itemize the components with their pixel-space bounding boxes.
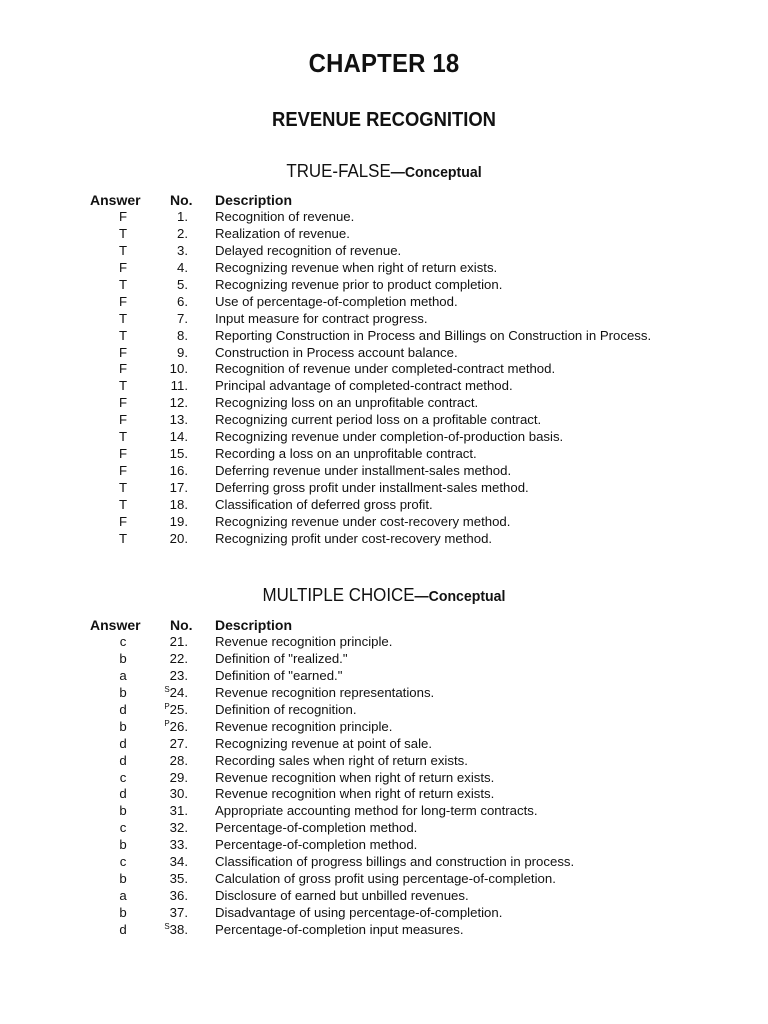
answer-cell: F <box>118 344 128 360</box>
table-row <box>0 378 768 395</box>
number-cell <box>150 634 188 651</box>
table-row <box>0 719 768 736</box>
answer-cell: b <box>119 718 127 734</box>
description-cell: Input measure for contract progress. <box>215 310 428 326</box>
description-cell: Recognizing revenue when right of return exists. <box>215 259 498 275</box>
question-number: 1. <box>177 209 188 224</box>
number-cell <box>150 497 188 514</box>
description-cell: Delayed recognition of revenue. <box>215 242 402 258</box>
question-number: 8. <box>177 327 188 343</box>
description-cell: Percentage-of-completion method. <box>215 837 418 853</box>
description-cell: Definition of "realized." <box>215 650 348 666</box>
description-cell: Recognizing loss on an unprofitable contract. <box>215 395 479 411</box>
number-cell <box>150 651 188 668</box>
table-row <box>0 412 768 429</box>
description-cell: Calculation of gross profit using percentage-of-completion. <box>215 871 556 887</box>
question-type-marker: S <box>164 684 170 694</box>
question-number: 38. <box>169 921 188 937</box>
answer-cell: T <box>118 310 128 326</box>
question-number: 30. <box>169 786 188 802</box>
answer-cell: F <box>118 361 128 377</box>
number-cell <box>150 226 188 243</box>
table-row <box>0 837 768 854</box>
answer-cell: c <box>119 820 127 836</box>
number-cell <box>150 770 188 787</box>
description-cell: Revenue recognition representations. <box>215 684 435 700</box>
description-cell: Reporting Construction in Process and Billings on Construction in Process. <box>215 327 652 343</box>
table-row <box>0 514 768 531</box>
number-cell <box>150 871 188 888</box>
number-cell <box>150 395 188 412</box>
question-number: 35. <box>169 871 188 887</box>
description-cell: Deferring revenue under installment-sales method. <box>215 463 512 479</box>
number-cell <box>150 786 188 803</box>
table-row <box>0 922 768 939</box>
answer-cell: d <box>119 921 127 937</box>
table-row <box>0 531 768 548</box>
question-number: 13. <box>169 412 188 428</box>
answer-cell: F <box>118 412 128 428</box>
question-number: 26. <box>169 718 188 734</box>
question-number: 16. <box>169 463 188 479</box>
multiple-choice-heading <box>23 585 745 606</box>
table-row <box>0 786 768 803</box>
answer-cell: c <box>119 854 127 870</box>
answer-cell: T <box>118 496 128 512</box>
answer-cell: d <box>119 735 127 751</box>
question-type-marker: P <box>164 718 170 728</box>
multiple-choice-table <box>0 617 768 939</box>
description-cell: Recognition of revenue. <box>215 209 355 224</box>
answer-cell: b <box>119 837 127 853</box>
description-cell: Principal advantage of completed-contract method. <box>215 378 513 394</box>
question-number: 22. <box>169 650 188 666</box>
description-cell: Revenue recognition principle. <box>215 634 393 649</box>
description-cell: Use of percentage-of-completion method. <box>215 293 458 309</box>
answer-cell: b <box>119 905 127 920</box>
table-row <box>0 480 768 497</box>
table-row <box>0 668 768 685</box>
table-row <box>0 820 768 837</box>
number-cell <box>150 514 188 531</box>
question-number: 9. <box>177 344 188 360</box>
number-cell <box>150 888 188 905</box>
question-number: 19. <box>169 513 188 529</box>
table-row <box>0 685 768 702</box>
question-number: 28. <box>169 752 188 768</box>
answer-cell: T <box>118 327 128 343</box>
number-column-header: No. <box>170 617 193 633</box>
number-cell <box>150 277 188 294</box>
table-row <box>0 634 768 651</box>
number-cell <box>150 328 188 345</box>
question-number: 24. <box>169 684 188 700</box>
answer-cell: d <box>119 786 127 802</box>
table-row <box>0 361 768 378</box>
true-false-rows <box>0 209 768 548</box>
description-cell: Disadvantage of using percentage-of-completion. <box>215 905 503 920</box>
table-row <box>0 311 768 328</box>
table-row <box>0 888 768 905</box>
question-number: 25. <box>169 701 188 717</box>
answer-cell: T <box>118 242 128 258</box>
number-cell <box>150 854 188 871</box>
question-number: 4. <box>177 259 188 275</box>
number-cell <box>150 803 188 820</box>
table-header <box>0 192 768 209</box>
answer-cell: d <box>119 701 127 717</box>
number-cell <box>150 463 188 480</box>
question-number: 10. <box>169 361 188 377</box>
question-number: 2. <box>177 225 188 241</box>
table-row <box>0 497 768 514</box>
table-row <box>0 753 768 770</box>
table-row <box>0 446 768 463</box>
question-number: 27. <box>169 735 188 751</box>
description-cell: Revenue recognition when right of return exists. <box>215 786 495 802</box>
table-row <box>0 803 768 820</box>
number-cell <box>150 702 188 719</box>
table-row <box>0 429 768 446</box>
number-cell <box>150 243 188 260</box>
table-row <box>0 871 768 888</box>
answer-column-header: Answer <box>90 192 141 208</box>
question-number: 7. <box>177 310 188 326</box>
answer-cell: T <box>118 429 128 445</box>
table-row <box>0 702 768 719</box>
description-column-header: Description <box>215 192 293 208</box>
description-cell: Disclosure of earned but unbilled revenues. <box>215 888 469 904</box>
number-cell <box>150 531 188 548</box>
table-row <box>0 226 768 243</box>
question-number: 32. <box>169 820 188 836</box>
answer-cell: b <box>119 650 127 666</box>
description-cell: Percentage-of-completion method. <box>215 820 418 836</box>
table-row <box>0 905 768 922</box>
chapter-title: CHAPTER 18 <box>308 48 460 78</box>
question-type-marker: P <box>164 701 170 711</box>
table-row <box>0 345 768 362</box>
number-cell <box>150 311 188 328</box>
table-row <box>0 736 768 753</box>
number-cell <box>150 429 188 446</box>
multiple-choice-heading-main: MULTIPLE CHOICE <box>262 585 415 605</box>
table-header <box>0 617 768 634</box>
number-cell <box>150 412 188 429</box>
question-number: 11. <box>170 378 188 394</box>
description-cell: Revenue recognition principle. <box>215 718 393 734</box>
number-cell <box>150 685 188 702</box>
description-cell: Realization of revenue. <box>215 225 350 241</box>
number-cell <box>150 820 188 837</box>
answer-cell: a <box>119 888 127 904</box>
question-number: 14. <box>169 429 188 445</box>
question-number: 3. <box>177 242 188 258</box>
question-type-marker: S <box>164 921 170 931</box>
table-row <box>0 277 768 294</box>
answer-cell: c <box>119 769 127 785</box>
table-row <box>0 294 768 311</box>
question-number: 18. <box>169 496 188 512</box>
table-row <box>0 395 768 412</box>
description-cell: Construction in Process account balance. <box>215 344 458 360</box>
question-number: 23. <box>169 667 188 683</box>
number-cell <box>150 378 188 395</box>
description-cell: Recording sales when right of return exists. <box>215 752 468 768</box>
number-column-header: No. <box>170 192 193 208</box>
answer-cell: F <box>118 446 128 462</box>
question-number: 5. <box>177 276 188 292</box>
number-cell <box>150 668 188 685</box>
answer-cell: F <box>118 395 128 411</box>
number-cell <box>150 209 188 226</box>
description-cell: Recording a loss on an unprofitable contract. <box>215 446 477 462</box>
description-cell: Revenue recognition when right of return exists. <box>215 769 495 785</box>
question-number: 21. <box>169 634 188 649</box>
answer-cell: b <box>119 684 127 700</box>
number-cell <box>150 837 188 854</box>
description-cell: Recognizing current period loss on a profitable contract. <box>215 412 542 428</box>
table-row <box>0 260 768 277</box>
question-number: 17. <box>169 480 188 495</box>
description-cell: Classification of progress billings and construction in process. <box>215 854 575 870</box>
description-column-header: Description <box>215 617 293 633</box>
answer-column-header: Answer <box>90 617 141 633</box>
question-number: 29. <box>169 769 188 785</box>
number-cell <box>150 294 188 311</box>
answer-cell: F <box>118 463 128 479</box>
number-cell <box>150 480 188 497</box>
description-cell: Appropriate accounting method for long-term contracts. <box>215 803 538 819</box>
number-cell <box>150 446 188 463</box>
table-row <box>0 651 768 668</box>
question-number: 15. <box>169 446 188 462</box>
number-cell <box>150 905 188 922</box>
answer-cell: F <box>118 513 128 529</box>
table-row <box>0 770 768 787</box>
number-cell <box>150 361 188 378</box>
answer-cell: T <box>118 530 128 546</box>
description-cell: Definition of recognition. <box>215 701 357 717</box>
question-number: 6. <box>177 293 188 309</box>
question-number: 20. <box>169 530 188 546</box>
answer-cell: T <box>118 276 128 292</box>
answer-cell: F <box>118 293 128 309</box>
true-false-heading <box>23 161 745 182</box>
chapter-subtitle: REVENUE RECOGNITION <box>272 109 496 131</box>
description-cell: Definition of "earned." <box>215 667 343 683</box>
table-row <box>0 209 768 226</box>
description-cell: Recognizing profit under cost-recovery method. <box>215 530 493 546</box>
number-cell <box>150 922 188 939</box>
description-cell: Recognizing revenue under completion-of-production basis. <box>215 429 564 445</box>
number-cell <box>150 345 188 362</box>
description-cell: Recognizing revenue prior to product completion. <box>215 276 503 292</box>
question-number: 34. <box>169 854 188 870</box>
answer-cell: a <box>119 667 127 683</box>
true-false-heading-main: TRUE-FALSE <box>286 161 391 181</box>
question-number: 36. <box>169 888 188 904</box>
multiple-choice-heading-sub: —Conceptual <box>414 588 506 605</box>
number-cell <box>150 753 188 770</box>
question-number: 31. <box>169 803 188 819</box>
description-cell: Recognizing revenue under cost-recovery method. <box>215 513 511 529</box>
table-row <box>0 854 768 871</box>
number-cell <box>150 260 188 277</box>
table-row <box>0 243 768 260</box>
answer-cell: d <box>119 752 127 768</box>
true-false-heading-sub: —Conceptual <box>390 164 482 181</box>
number-cell <box>150 736 188 753</box>
table-row <box>0 328 768 345</box>
answer-cell: T <box>118 480 128 495</box>
description-cell: Recognition of revenue under completed-contract method. <box>215 361 556 377</box>
answer-cell: b <box>119 803 127 819</box>
true-false-table <box>0 192 768 548</box>
answer-cell: F <box>118 259 128 275</box>
answer-cell: F <box>118 209 128 224</box>
answer-cell: T <box>118 225 128 241</box>
question-number: 12. <box>169 395 188 411</box>
description-cell: Recognizing revenue at point of sale. <box>215 735 433 751</box>
answer-cell: b <box>119 871 127 887</box>
multiple-choice-rows <box>0 634 768 939</box>
table-row <box>0 463 768 480</box>
answer-cell: c <box>119 634 127 649</box>
question-number: 33. <box>169 837 188 853</box>
description-cell: Classification of deferred gross profit. <box>215 496 433 512</box>
description-cell: Percentage-of-completion input measures. <box>215 921 464 937</box>
question-number: 37. <box>169 905 188 920</box>
answer-cell: T <box>118 378 128 394</box>
number-cell <box>150 719 188 736</box>
description-cell: Deferring gross profit under installment-sales method. <box>215 480 529 495</box>
